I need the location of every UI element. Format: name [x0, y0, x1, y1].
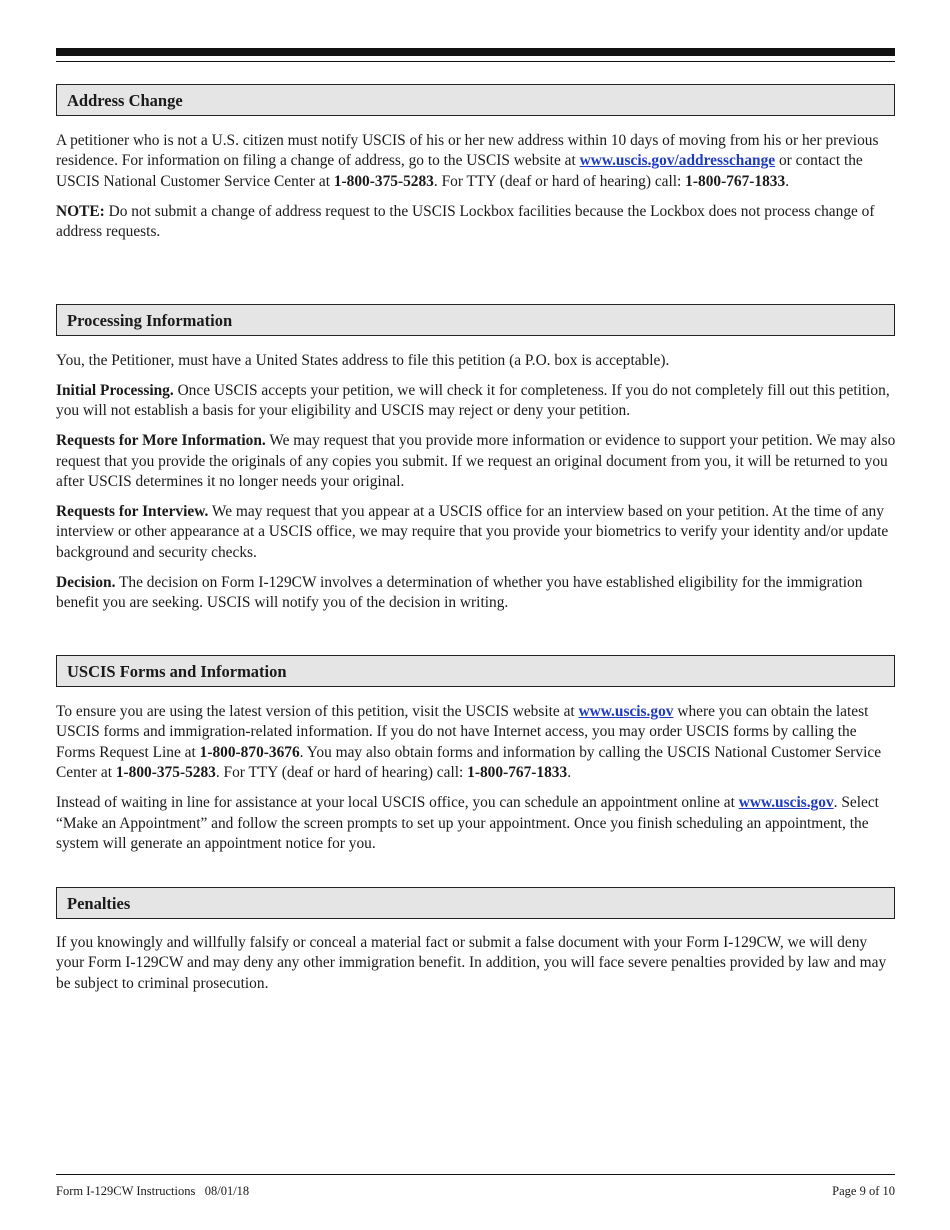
penalties-body: [56, 933, 896, 1004]
document-page: [56, 0, 895, 1230]
section-title: Penalties: [67, 894, 131, 913]
section-title: USCIS Forms and Information: [67, 662, 287, 681]
forms-paragraph: To ensure you are using the latest version of this petition, visit the USCIS website at www.uscis.gov where you can obtain the latest USCIS forms and immigration-related information. If you do not have Internet access, you may order USCIS forms by calling the Forms Request Line at 1-800-870-3676. You may also obtain forms and information by calling the USCIS National Customer Service Center at 1-800-375-5283. For TTY (deaf or hard of hearing) call: 1-800-767-1833.: [56, 703, 882, 782]
address-change-link[interactable]: www.uscis.gov/addresschange: [579, 152, 776, 170]
phone-number: 1-800-375-5283: [333, 172, 434, 190]
interview-paragraph: Requests for Interview. We may request that you appear at a USCIS office for an interview based on your petition. At the time of any interview or other appearance at a USCIS office, we may require that you provide your biometrics to verify your identity and/or update background and security checks.: [56, 502, 889, 561]
phone-number: 1-800-375-5283: [115, 764, 216, 782]
section-header-address-change: [56, 84, 895, 116]
footer-form-id: Form I-129CW Instructions 08/01/18: [56, 1184, 250, 1198]
section-title: Processing Information: [67, 311, 233, 330]
address-change-body: [56, 131, 896, 252]
note-label: NOTE:: [56, 202, 105, 220]
footer-rule: [56, 1174, 895, 1175]
section-header-forms: [56, 655, 895, 687]
section-header-processing: [56, 304, 895, 336]
appointment-paragraph: Instead of waiting in line for assistance at your local USCIS office, you can schedule an appointment online at www.uscis.gov. Select “Make an Appointment” and follow the screen prompts to set up your appointment. Once you finish scheduling an appointment, the system will generate an appointment notice for you.: [56, 794, 879, 852]
uscis-website-link[interactable]: www.uscis.gov: [738, 794, 834, 812]
top-thick-rule: [56, 48, 895, 56]
processing-paragraph: You, the Petitioner, must have a United States address to file this petition (a P.O. box is acceptable).: [56, 352, 670, 369]
uscis-website-link[interactable]: www.uscis.gov: [578, 703, 674, 720]
tty-number: 1-800-767-1833: [467, 764, 568, 782]
more-information-paragraph: Requests for More Information. We may request that you provide more information or evidence to support your petition. We may also request that you provide the originals of any copies you submit. If we request an original document from you, it will be returned to you after USCIS determines it no longer needs your original.: [56, 432, 896, 491]
address-change-paragraph: A petitioner who is not a U.S. citizen must notify USCIS of his or her new address within 10 days of moving from his or her previous residence. For information on filing a change of address, go to the USCIS website at www.uscis.gov/addresschange or contact the USCIS National Customer Service Center at 1-800-375-5283. For TTY (deaf or hard of hearing) call: 1-800-767-1833.: [56, 132, 879, 190]
tty-number: 1-800-767-1833: [685, 172, 786, 190]
decision-paragraph: Decision. The decision on Form I-129CW involves a determination of whether you have established eligibility for the immigration benefit you are seeking. USCIS will notify you of the decision in writing.: [56, 573, 863, 612]
top-thin-rule: [56, 61, 895, 62]
forms-body: [56, 702, 896, 864]
phone-number: 1-800-870-3676: [199, 743, 300, 761]
section-title: Address Change: [67, 91, 183, 110]
section-header-penalties: [56, 887, 895, 919]
note-paragraph: NOTE: Do not submit a change of address request to the USCIS Lockbox facilities because the Lockbox does not process change of address requests.: [56, 202, 875, 241]
initial-processing-paragraph: Initial Processing. Once USCIS accepts your petition, we will check it for completeness. If you do not completely fill out this petition, you will not establish a basis for your eligibility and USCIS may reject or deny your petition.: [56, 381, 890, 420]
penalties-paragraph: If you knowingly and willfully falsify or conceal a material fact or submit a false document with your Form I-129CW, we will deny your Form I-129CW and may deny any other immigration benefit. In addition, you will face severe penalties provided by law and may be subject to criminal prosecution.: [56, 934, 887, 992]
footer-page-number: Page 9 of 10: [832, 1184, 895, 1198]
processing-body: [56, 351, 896, 623]
